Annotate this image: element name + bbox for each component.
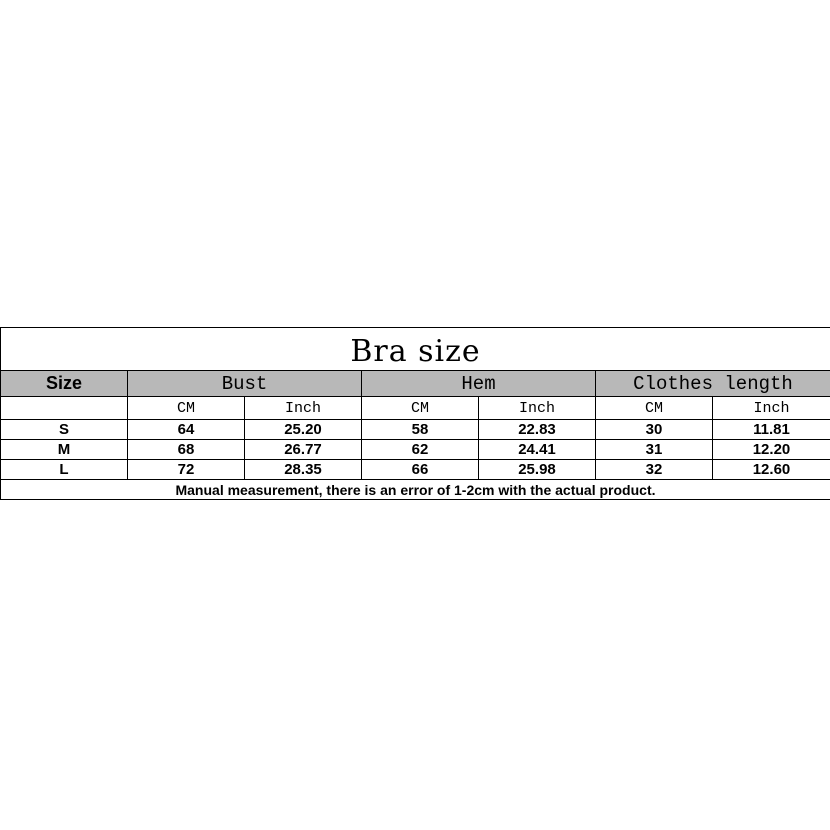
bust-inch-cell: 26.77 — [245, 440, 362, 460]
hem-cm-cell: 58 — [362, 420, 479, 440]
note-row — [1, 480, 830, 500]
bust-inch-cell: 28.35 — [245, 460, 362, 480]
unit-length-inch: Inch — [713, 397, 830, 420]
hem-cm-cell: 62 — [362, 440, 479, 460]
unit-bust-inch: Inch — [245, 397, 362, 420]
bust-cm-cell: 72 — [128, 460, 245, 480]
bust-inch-cell: 25.20 — [245, 420, 362, 440]
measurement-note: Manual measurement, there is an error of 1-2cm with the actual product. — [1, 480, 830, 500]
header-row — [1, 371, 830, 397]
unit-hem-inch: Inch — [479, 397, 596, 420]
table-row — [1, 460, 830, 480]
bust-cm-cell: 64 — [128, 420, 245, 440]
hem-inch-cell: 25.98 — [479, 460, 596, 480]
title-row — [1, 328, 830, 371]
size-cell: M — [1, 440, 128, 460]
table-row — [1, 440, 830, 460]
length-inch-cell: 12.60 — [713, 460, 830, 480]
unit-blank — [1, 397, 128, 420]
unit-row — [1, 397, 830, 420]
bust-cm-cell: 68 — [128, 440, 245, 460]
hem-cm-cell: 66 — [362, 460, 479, 480]
bust-header: Bust — [128, 371, 362, 397]
length-cm-cell: 31 — [596, 440, 713, 460]
clothes-length-header: Clothes length — [596, 371, 830, 397]
unit-bust-cm: CM — [128, 397, 245, 420]
hem-inch-cell: 24.41 — [479, 440, 596, 460]
table-row — [1, 420, 830, 440]
size-header: Size — [1, 371, 128, 397]
size-cell: S — [1, 420, 128, 440]
size-cell: L — [1, 460, 128, 480]
hem-inch-cell: 22.83 — [479, 420, 596, 440]
size-chart-table — [0, 327, 830, 500]
unit-length-cm: CM — [596, 397, 713, 420]
hem-header: Hem — [362, 371, 596, 397]
length-inch-cell: 12.20 — [713, 440, 830, 460]
length-inch-cell: 11.81 — [713, 420, 830, 440]
table-title: Bra size — [1, 328, 830, 371]
unit-hem-cm: CM — [362, 397, 479, 420]
length-cm-cell: 30 — [596, 420, 713, 440]
length-cm-cell: 32 — [596, 460, 713, 480]
